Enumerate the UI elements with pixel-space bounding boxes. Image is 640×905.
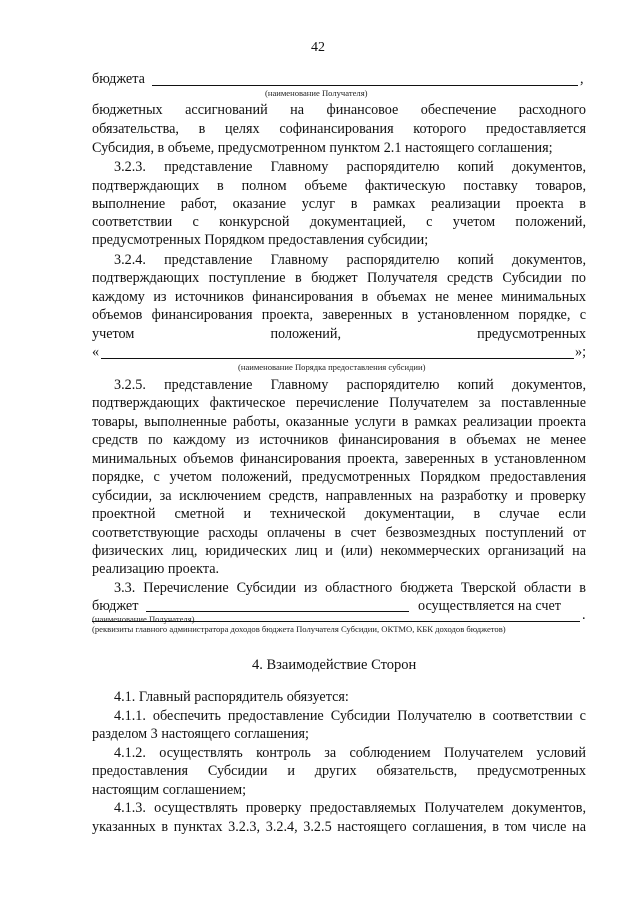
text-line: соответствии с конкурсной документацией, с учетом положений, [92,214,586,230]
text-line: настоящим соглашением; [92,782,247,798]
text-line: 4.1.2. осуществлять контроль за соблюдением Получателем условий [114,745,586,761]
text-line: осуществляется на счет [418,598,561,614]
page-number: 42 [311,40,325,55]
text-line: , [580,71,584,87]
text-line: подтверждающих в полном объеме фактическую поставку товаров, [92,178,586,194]
text-line: обязательства, в целях софинансирования которого предоставляется [92,121,586,137]
text-line: объемов финансирования проекта, заверенных в установленном порядке, с [92,307,586,323]
text-line: бюджетных ассигнований на финансовое обеспечение расходного [92,102,586,118]
text-line: 4.1. Главный распорядитель обязуется: [114,689,349,705]
text-line: средств по каждому из источников финансирования в объемах не менее [92,432,586,448]
text-line: проектной сметной и технической документации, в случае если [92,506,586,522]
text-line: минимальных объемов финансирования проекта, заверенных в установленном [92,451,586,467]
text-line: каждому из источников финансирования в объемах не менее минимальных [92,289,586,305]
fill-in-line [146,611,409,612]
text-line: физических лиц, юридических лиц и (или) некоммерческих организаций на [92,543,586,559]
field-caption: (реквизиты главного администратора доходов бюджета Получателя Субсидии, ОКТМО, КБК доходов бюджетов) [92,624,506,634]
text-line: выполнение работ, оказание услуг в рамках реализации проекта в [92,196,586,212]
text-line: 3.2.5. представление Главному распорядителю копий документов, [114,377,586,393]
text-line: 3.2.4. представление Главному распорядителю копий документов, [114,252,586,268]
text-line: указанных в пунктах 3.2.3, 3.2.4, 3.2.5 настоящего соглашения, в том числе на [92,819,586,835]
text-line: бюджета [92,71,145,87]
text-line: подтверждающих фактическое перечисление Получателем за поставленные [92,395,586,411]
text-line: « [92,344,100,360]
section-heading: 4. Взаимодействие Сторон [252,657,417,673]
text-line: предусмотренных Порядком предоставления субсидии; [92,232,429,248]
text-line: 4.1.3. осуществлять проверку предоставляемых Получателем документов, [114,800,586,816]
text-line: подтверждающих поступление в бюджет Получателя средств Субсидии по [92,270,586,286]
text-line: порядке, с учетом положений, предусмотренных Порядком предоставления [92,469,586,485]
fill-in-line [152,85,578,86]
text-line: учетом положений, предусмотренных [92,326,586,342]
fill-in-line [92,621,580,622]
field-caption: (наименование Порядка предоставления субсидии) [238,362,426,372]
text-line: 3.3. Перечисление Субсидии из областного бюджета Тверской области в [114,580,586,596]
text-line: разделом 3 настоящего соглашения; [92,726,309,742]
text-line: субсидии, за исключением средств, направленных на разработку и проверку [92,488,586,504]
field-caption: (наименование Получателя) [265,88,368,98]
text-line: товары, выполненные работы, оказанные услуги в рамках реализации проекта [92,414,586,430]
text-line: . [582,607,586,623]
text-line: реализацию проекта. [92,561,220,577]
text-line: бюджет [92,598,139,614]
text-line: 3.2.3. представление Главному распорядителю копий документов, [114,159,586,175]
text-line: соответствующие расходы оплачены в счет безвозмездных поступлений от [92,525,586,541]
text-line: »; [575,344,587,360]
field-caption: (наименование Получателя) [92,614,195,624]
text-line: 4.1.1. обеспечить предоставление Субсидии Получателю в соответствии с [114,708,586,724]
text-line: предоставления Субсидии и других обязательств, предусмотренных [92,763,586,779]
text-line: Субсидия, в объеме, предусмотренном пунктом 2.1 настоящего соглашения; [92,140,553,156]
fill-in-line [101,358,574,359]
